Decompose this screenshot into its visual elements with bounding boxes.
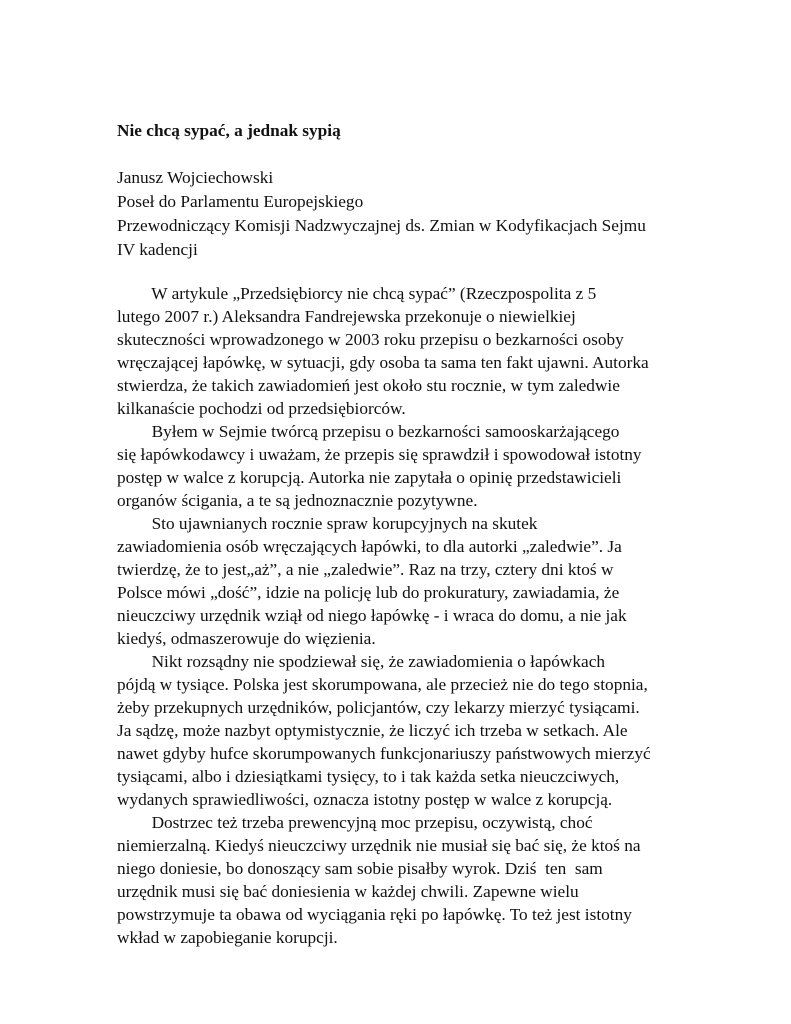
author-position: Poseł do Parlamentu Europejskiego [117,192,364,211]
body-line: stwierdza, że takich zawiadomień jest około stu rocznie, w tym zaledwie [117,376,620,395]
body-line: Ja sądzę, może nazbyt optymistycznie, że liczyć ich trzeba w setkach. Ale [117,721,628,740]
body-line: wkład w zapobieganie korupcji. [117,928,338,947]
body-line: postęp w walce z korupcją. Autorka nie zapytała o opinię przedstawicieli [117,468,622,487]
body-line: kilkanaście pochodzi od przedsiębiorców. [117,399,406,418]
body-line: nawet gdyby hufce skorumpowanych funkcjonariuszy państwowych mierzyć [117,744,651,763]
article-title: Nie chcą sypać, a jednak sypią [117,121,341,140]
body-line: żeby przekupnych urzędników, policjantów, czy lekarzy mierzyć tysiącami. [117,698,640,717]
body-line: niego doniesie, bo donoszący sam sobie pisałby wyrok. Dziś ten sam [117,859,603,878]
body-line: pójdą w tysiące. Polska jest skorumpowana, ale przecież nie do tego stopnia, [117,675,648,694]
body-line: wręczającej łapówkę, w sytuacji, gdy osoba ta sama ten fakt ujawni. Autorka [117,353,649,372]
body-line: lutego 2007 r.) Aleksandra Fandrejewska przekonuje o niewielkiej [117,307,576,326]
body-line: wydanych sprawiedliwości, oznacza istotny postęp w walce z korupcją. [117,790,613,809]
body-line: tysiącami, albo i dziesiątkami tysięcy, to i tak każda setka nieuczciwych, [117,767,620,786]
body-line: Polsce mówi „dość”, idzie na policję lub do prokuratury, zawiadamia, że [117,583,620,602]
body-line: organów ścigania, a te są jednoznacznie pozytywne. [117,491,478,510]
body-line: skuteczności wprowadzonego w 2003 roku przepisu o bezkarności osoby [117,330,624,349]
author-committee: Przewodniczący Komisji Nadzwyczajnej ds. Zmian w Kodyfikacjach Sejmu [117,216,646,235]
body-line: Sto ujawnianych rocznie spraw korupcyjnych na skutek [117,514,538,533]
body-line: zawiadomienia osób wręczających łapówki, to dla autorki „zaledwie”. Ja [117,537,622,556]
body-line: W artykule „Przedsiębiorcy nie chcą sypać” (Rzeczpospolita z 5 [117,284,597,303]
body-line: Nikt rozsądny nie spodziewał się, że zawiadomienia o łapówkach [117,652,606,671]
body-line: Dostrzec też trzeba prewencyjną moc przepisu, oczywistą, choć [117,813,593,832]
body-line: nieuczciwy urzędnik wziął od niego łapówkę - i wraca do domu, a nie jak [117,606,627,625]
body-line: powstrzymuje ta obawa od wyciągania ręki po łapówkę. To też jest istotny [117,905,632,924]
body-line: Byłem w Sejmie twórcą przepisu o bezkarności samooskarżającego [117,422,620,441]
author-name: Janusz Wojciechowski [117,168,274,187]
body-line: niemierzalną. Kiedyś nieuczciwy urzędnik nie musiał się bać się, że ktoś na [117,836,641,855]
author-term: IV kadencji [117,240,198,259]
body-line: twierdzę, że to jest„aż”, a nie „zaledwie”. Raz na trzy, cztery dni ktoś w [117,560,614,579]
body-line: się łapówkodawcy i uważam, że przepis się sprawdził i spowodował istotny [117,445,642,464]
body-line: urzędnik musi się bać doniesienia w każdej chwili. Zapewne wielu [117,882,579,901]
body-line: kiedyś, odmaszerowuje do więzienia. [117,629,376,648]
